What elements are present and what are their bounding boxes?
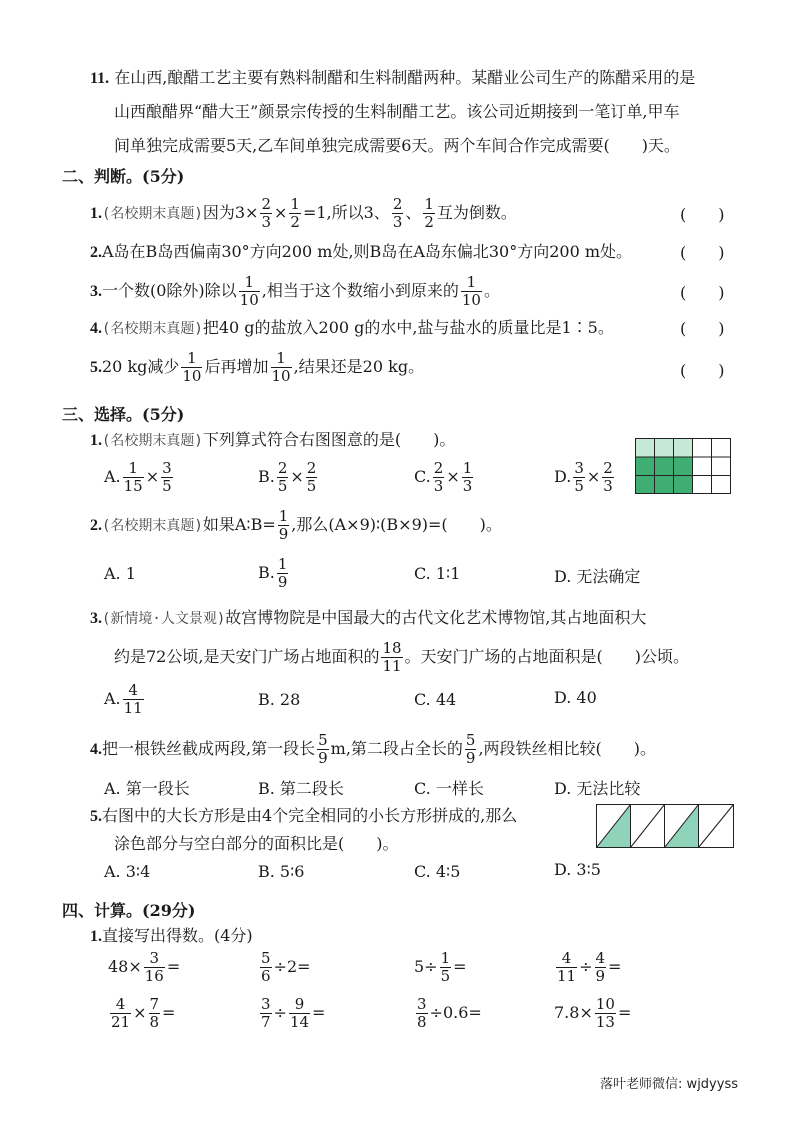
fraction: $\frac{1}{2}$ <box>424 195 434 231</box>
judge-item-1: 1.(名校期末真题)因为3× $\frac{2}{3}$ × $\frac{1}{2}$ =1,所以3、 $\frac{2}{3}$ 、 $\frac{1}{2}$ 互为倒数。 <box>90 195 517 231</box>
q1-option-b[interactable]: B. $\frac{2}{5}$ × $\frac{2}{5}$ <box>258 459 317 495</box>
q2-option-b[interactable]: B. $\frac{1}{9}$ <box>258 555 288 591</box>
q5-option-c[interactable]: C. 4∶5 <box>414 862 461 881</box>
judge-item-5: 5.20 kg减少 $\frac{1}{10}$ 后再增加 $\frac{1}{10}$ ,结果还是20 kg。 <box>90 349 425 385</box>
q4-option-a[interactable]: A. 第一段长 <box>104 779 190 798</box>
q3-option-d[interactable]: D. 40 <box>554 688 597 707</box>
judge-item-3: 3.一个数(0除外)除以 $\frac{1}{10}$ ,相当于这个数缩小到原来的 $\frac{1}{10}$ 。 <box>90 273 500 309</box>
calc-5[interactable]: $\frac{4}{21}$ × $\frac{7}{8}$ = <box>111 995 176 1031</box>
q1-option-c[interactable]: C. $\frac{2}{3}$ × $\frac{1}{3}$ <box>414 459 473 495</box>
q11-number: 11. <box>90 70 110 87</box>
source-tag: (名校期末真题) <box>102 206 203 222</box>
grid-figure <box>635 438 731 494</box>
q3-option-a[interactable]: A. $\frac{4}{11}$ <box>104 681 143 717</box>
q1-option-a[interactable]: A. $\frac{1}{15}$ × $\frac{3}{5}$ <box>104 459 172 495</box>
calc-4[interactable]: $\frac{4}{11}$ ÷ $\frac{4}{9}$ = <box>557 949 622 985</box>
footer-contact: 落叶老师微信: wjdyyss <box>600 1077 738 1092</box>
fraction: $\frac{2}{3}$ <box>392 195 403 231</box>
q4-option-d[interactable]: D. 无法比较 <box>554 779 641 798</box>
q3-option-b[interactable]: B. 28 <box>258 690 301 709</box>
answer-paren-1[interactable]: ( ) <box>680 205 725 224</box>
calc-3[interactable]: 5÷ $\frac{1}{5}$ = <box>414 949 467 985</box>
answer-paren-5[interactable]: ( ) <box>680 361 725 380</box>
rectangle-figure <box>596 804 734 848</box>
calc-2[interactable]: $\frac{5}{6}$ ÷2= <box>261 949 311 985</box>
source-tag: (名校期末真题) <box>102 321 203 337</box>
source-tag: (新情境·人文景观) <box>102 611 226 627</box>
q2-option-d[interactable]: D. 无法确定 <box>554 567 641 586</box>
judge-item-4: 4.(名校期末真题)把40 g的盐放入200 g的水中,盐与盐水的质量比是1∶5。 <box>90 318 614 337</box>
calc-1[interactable]: 48× $\frac{3}{16}$ = <box>108 949 181 985</box>
choice-q4: 4.把一根铁丝截成两段,第一段长 $\frac{5}{9}$ m,第二段占全长的 $\frac{5}{9}$ ,两段铁丝相比较( )。 <box>90 731 657 767</box>
choice-q2: 2.(名校期末真题)如果A∶B= $\frac{1}{9}$ ,那么(A×9)∶(B×9)=( )。 <box>90 507 502 543</box>
section-2-title: 二、判断。(5分) <box>62 167 185 186</box>
fraction: $\frac{1}{10}$ <box>182 349 202 385</box>
calc-6[interactable]: $\frac{3}{7}$ ÷ $\frac{9}{14}$ = <box>261 995 326 1031</box>
q5-option-d[interactable]: D. 3∶5 <box>554 860 601 879</box>
q2-option-c[interactable]: C. 1∶1 <box>414 564 461 583</box>
q4-option-c[interactable]: C. 一样长 <box>414 779 484 798</box>
choice-q5-line2: 涂色部分与空白部分的面积比是( )。 <box>114 834 399 853</box>
q4-option-b[interactable]: B. 第二段长 <box>258 779 344 798</box>
q11-text-1: 在山西,酿醋工艺主要有熟料制醋和生料制醋两种。某醋业公司生产的陈醋采用的是 <box>114 68 696 87</box>
section-3-title: 三、选择。(5分) <box>62 405 185 424</box>
q3-option-c[interactable]: C. 44 <box>414 690 457 709</box>
judge-item-2: 2.A岛在B岛西偏南30°方向200 m处,则B岛在A岛东偏北30°方向200 m处。 <box>90 242 633 261</box>
fraction: $\frac{1}{2}$ <box>290 195 300 231</box>
choice-q3-line1: 3.(新情境·人文景观)故宫博物院是中国最大的古代文化艺术博物馆,其占地面积大 <box>90 608 647 627</box>
choice-q1: 1.(名校期末真题)下列算式符合右图图意的是( )。 <box>90 430 456 449</box>
q1-option-d[interactable]: D. $\frac{3}{5}$ × $\frac{2}{3}$ <box>554 459 613 495</box>
section-4-title: 四、计算。(29分) <box>62 901 196 920</box>
q5-option-b[interactable]: B. 5∶6 <box>258 862 305 881</box>
q11-line3: 间单独完成需要5天,乙车间单独完成需要6天。两个车间合作完成需要( )天。 <box>114 136 680 155</box>
choice-q3-line2: 约是72公顷,是天安门广场占地面积的 $\frac{18}{11}$ 。天安门广场的占地面积是( )公顷。 <box>114 639 690 675</box>
fraction: $\frac{1}{10}$ <box>461 273 481 309</box>
q11-line2: 山西酿醋界“醋大王”颜景宗传授的生料制醋工艺。该公司近期接到一笔订单,甲车 <box>114 102 680 121</box>
calc-7[interactable]: $\frac{3}{8}$ ÷0.6= <box>417 995 482 1031</box>
answer-paren-4[interactable]: ( ) <box>680 319 725 338</box>
calc-sub1: 1.直接写出得数。(4分) <box>90 926 253 945</box>
source-tag: (名校期末真题) <box>102 518 203 534</box>
q11-line1 <box>90 66 695 91</box>
fraction: $\frac{1}{10}$ <box>271 349 291 385</box>
fraction: $\frac{1}{10}$ <box>239 273 259 309</box>
answer-paren-2[interactable]: ( ) <box>680 243 725 262</box>
source-tag: (名校期末真题) <box>102 433 203 449</box>
choice-q5-line1: 5.右图中的大长方形是由4个完全相同的小长方形拼成的,那么 <box>90 806 518 825</box>
calc-8[interactable]: 7.8× $\frac{10}{13}$ = <box>554 995 632 1031</box>
fraction: $\frac{2}{3}$ <box>261 195 271 231</box>
answer-paren-3[interactable]: ( ) <box>680 283 725 302</box>
q2-option-a[interactable]: A. 1 <box>104 564 136 583</box>
q5-option-a[interactable]: A. 3∶4 <box>104 862 151 881</box>
